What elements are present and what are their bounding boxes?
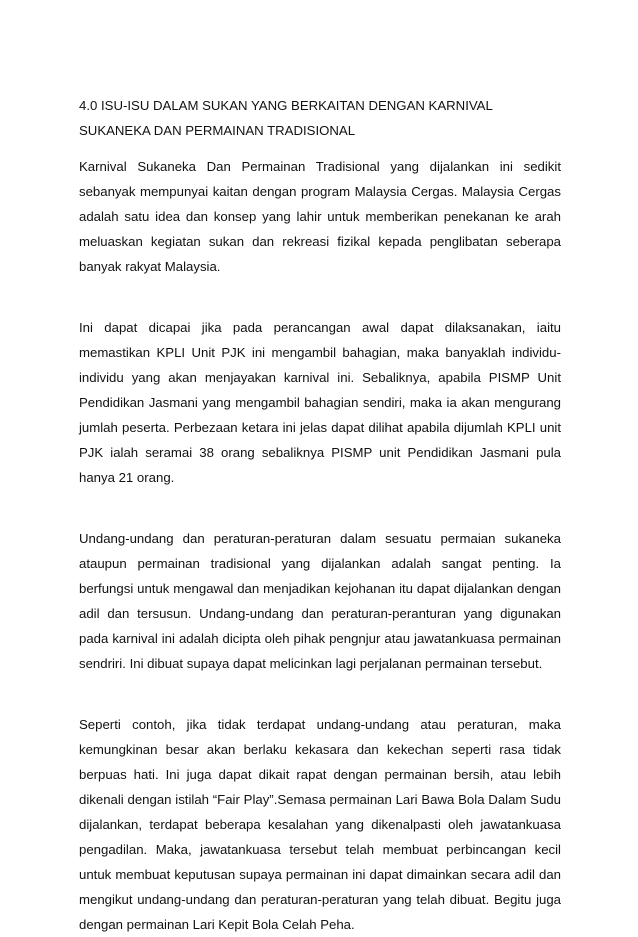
paragraph-1: Karnival Sukaneka Dan Permainan Tradisional yang dijalankan ini sedikit sebanyak mempunyai kaitan dengan program Malaysia Cergas. Malaysia Cergas adalah satu idea dan konsep yang lahir untuk memberikan penekanan ke arah meluaskan kegiatan sukan dan rekreasi fizikal kepada penglibatan seberapa banyak rakyat Malaysia. — [79, 159, 561, 274]
paragraph-3: Undang-undang dan peraturan-peraturan dalam sesuatu permaian sukaneka ataupun permainan tradisional yang dijalankan adalah sangat penting. Ia berfungsi untuk mengawal dan menjadikan kejohanan itu dapat dijalankan dengan adil dan tersusun. Undang-undang dan peraturan-peranturan yang digunakan pada karnival ini adalah dicipta oleh pihak pengnjur atau jawatankuasa permainan sendriri. Ini dibuat supaya dapat melicinkan lagi perjalanan permainan tersebut. — [79, 531, 561, 671]
document-page — [79, 93, 561, 937]
paragraph-2: Ini dapat dicapai jika pada perancangan awal dapat dilaksanakan, iaitu memastikan KPLI Unit PJK ini mengambil bahagian, maka banyaklah individu-individu yang akan menjayakan karnival ini. Sebaliknya, apabila PISMP Unit Pendidikan Jasmani yang mengambil bahagian sendiri, maka ia akan mengurang jumlah peserta. Perbezaan ketara ini jelas dapat dilihat apabila dijumlah KPLI unit PJK ialah seramai 38 orang sebaliknya PISMP unit Pendidikan Jasmani pula hanya 21 orang. — [79, 320, 561, 485]
section-heading: 4.0 ISU-ISU DALAM SUKAN YANG BERKAITAN DENGAN KARNIVAL SUKANEKA DAN PERMAINAN TRADISIONAL — [79, 98, 493, 138]
paragraph-4: Seperti contoh, jika tidak terdapat undang-undang atau peraturan, maka kemungkinan besar akan berlaku kekasara dan kekechan seperti rasa tidak berpuas hati. Ini juga dapat dikait rapat dengan permainan bersih, atau lebih dikenali dengan istilah “Fair Play”.Semasa permainan Lari Bawa Bola Dalam Sudu dijalankan, terdapat beberapa kesalahan yang dikenalpasti oleh jawatankuasa pengadilan. Maka, jawatankuasa tersebut telah membuat perbincangan kecil untuk membuat keputusan supaya permainan ini dapat dimainkan secara adil dan mengikut undang-undang dan peraturan-peraturan yang telah dibuat. Begitu juga dengan permainan Lari Kepit Bola Celah Peha. — [79, 717, 561, 932]
